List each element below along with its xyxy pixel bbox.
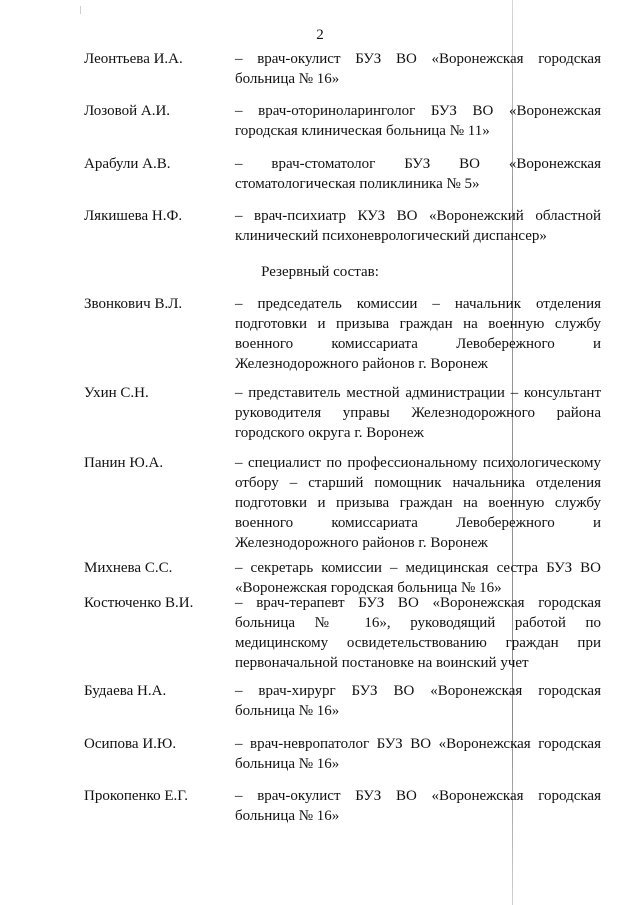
member-name: Лозовой А.И. [84,103,171,119]
section-title-reserve: Резервный состав: [261,264,379,280]
member-name: Прокопенко Е.Г. [84,788,188,804]
member-name: Ухин С.Н. [84,385,149,401]
member-name: Михнева С.С. [84,560,173,576]
member-role: – специалист по профессиональному психологическому отбору – старший помощник начальника отделения подготовки и призыва граждан на военную службу военного комиссариата Левобережного и Железнодорожного районов г. Воронеж [235,455,601,551]
member-role: – врач-психиатр КУЗ ВО «Воронежский областной клинический психоневрологический диспансер» [235,208,601,244]
member-name: Леонтьева И.А. [84,51,183,67]
member-name: Звонкович В.Л. [84,296,183,312]
member-role: – секретарь комиссии – медицинская сестра БУЗ ВО «Воронежская городская больница № 16» [235,560,601,596]
scan-mark [80,6,81,14]
member-role: – врач-стоматолог БУЗ ВО «Воронежская стоматологическая поликлиника № 5» [235,156,601,192]
member-role: – врач-невропатолог БУЗ ВО «Воронежская городская больница № 16» [235,736,601,772]
member-name: Панин Ю.А. [84,455,164,471]
member-name: Осипова И.Ю. [84,736,177,752]
member-role: – председатель комиссии – начальник отделения подготовки и призыва граждан на военную службу военного комиссариата Левобережного и Железнодорожного районов г. Воронеж [235,296,601,372]
member-name: Арабули А.В. [84,156,171,172]
member-role: – представитель местной администрации – консультант руководителя управы Железнодорожного района городского округа г. Воронеж [235,385,601,441]
member-role: – врач-хирург БУЗ ВО «Воронежская городская больница № 16» [235,683,601,719]
page-number: 2 [316,27,324,43]
member-role: – врач-окулист БУЗ ВО «Воронежская городская больница № 16» [235,51,601,87]
member-role: – врач-оториноларинголог БУЗ ВО «Воронежская городская клиническая больница № 11» [235,103,601,139]
member-role: – врач-терапевт БУЗ ВО «Воронежская городская больница № 16», руководящий работой по медицинскому освидетельствованию граждан при первоначальной постановке на воинский учет [235,595,601,671]
member-name: Лякишева Н.Ф. [84,208,183,224]
member-name: Будаева Н.А. [84,683,167,699]
member-role: – врач-окулист БУЗ ВО «Воронежская городская больница № 16» [235,788,601,824]
member-name: Костюченко В.И. [84,595,194,611]
